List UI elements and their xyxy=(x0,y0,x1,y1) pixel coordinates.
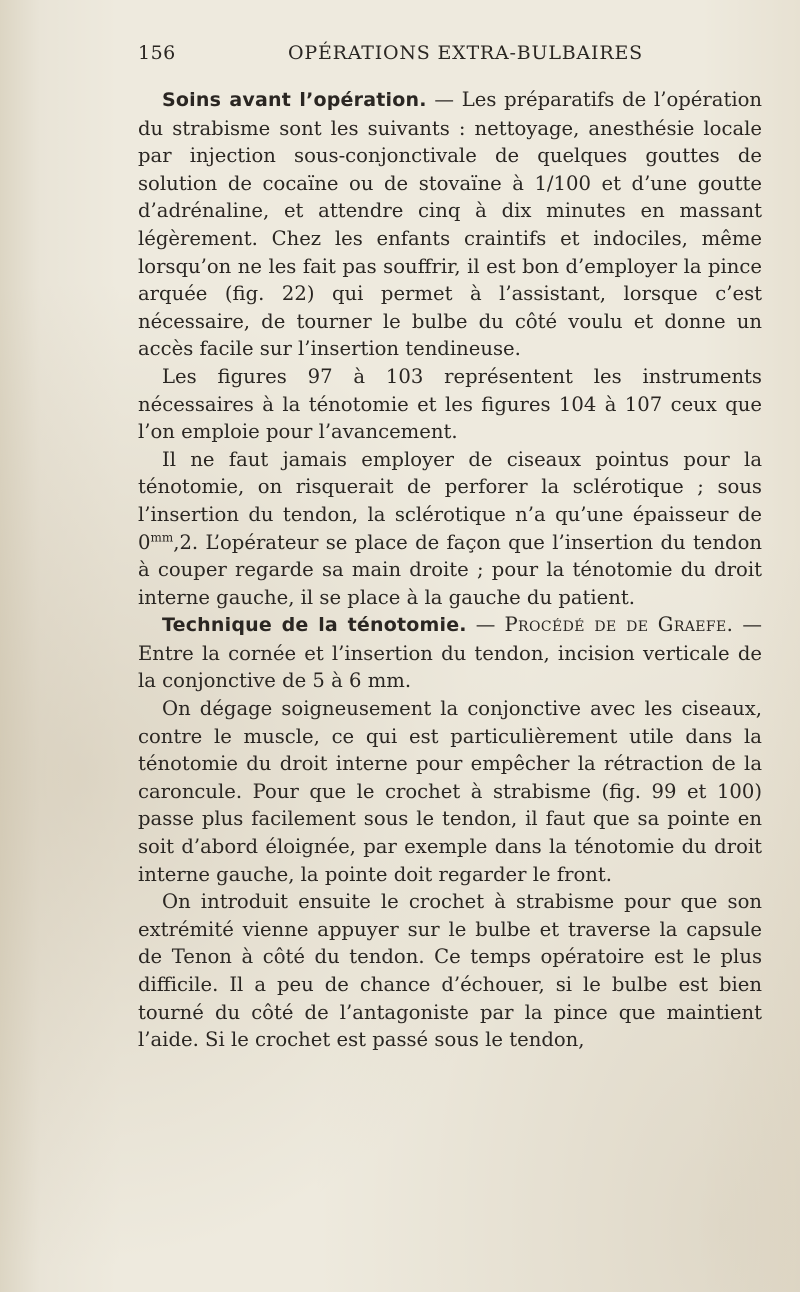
paragraph-ciseaux xyxy=(138,446,762,612)
paragraph-text: Les figures 97 à 103 représentent les instruments nécessaires à la ténotomie et les figures 104 à 107 ceux que l’on emploie pour l’avancement. xyxy=(138,364,762,444)
paragraph-text: — Entre la cornée et l’insertion du tendon, incision verticale de la conjonctive de 5 à 6 mm. xyxy=(138,613,762,693)
page-number: 156 xyxy=(138,42,176,64)
section-heading-technique: Technique de la ténotomie. xyxy=(162,614,467,637)
heading-dash: — xyxy=(466,613,505,637)
paragraph-figures xyxy=(138,363,762,446)
heading-dash: — xyxy=(426,88,462,111)
body-text xyxy=(138,86,762,1054)
running-head xyxy=(138,42,760,70)
procedure-name: Procédé de de Graefe. xyxy=(504,613,734,637)
section-heading-soins: Soins avant l’opération. xyxy=(162,89,427,111)
paragraph-introduit xyxy=(138,888,762,1054)
paragraph-text: On dégage soigneusement la conjonctive avec les ciseaux, contre le muscle, ce qui est particulièrement utile dans la ténotomie du droit interne pour empêcher la rétraction de la caroncule. Pour que le crochet à strabisme (fig. 99 et 100) passe plus facilement sous le tendon, il faut que sa pointe en soit d’abord éloignée, par exemple dans la ténotomie du droit interne gauche, la pointe doit regarder le front. xyxy=(138,697,762,886)
paragraph-technique xyxy=(138,611,762,695)
paragraph-text: Il ne faut jamais employer de ciseaux pointus pour la ténotomie, on risquerait de perforer la sclérotique ; sous l’insertion du tendon, la sclérotique n’a qu’une épaisseur de 0 xyxy=(138,447,762,554)
paragraph-soins xyxy=(138,86,762,363)
paragraph-text: Les préparatifs de l’opération du strabisme sont les suivants : nettoyage, anesthésie locale par injection sous-conjonctivale de quelques gouttes de solution de cocaïne ou de stovaïne à 1/100 et d’une goutte d’adrénaline, et attendre cinq à dix minutes en massant légèrement. Chez les enfants craintifs et indociles, même lorsqu’on ne les fait pas souffrir, il est bon d’employer la pince arquée (fig. 22) qui permet à l’assistant, lorsque c’est nécessaire, de tourner le bulbe du côté voulu et donne un accès facile sur l’insertion tendineuse. xyxy=(138,88,762,361)
paragraph-text: On introduit ensuite le crochet à strabisme pour que son extrémité vienne appuyer sur le bulbe et traverse la capsule de Tenon à côté du tendon. Ce temps opératoire est le plus difficile. Il a peu de chance d’échouer, si le bulbe est bien tourné du côté de l’antagoniste par la pince que maintient l’aide. Si le crochet est passé sous le tendon, xyxy=(138,890,762,1052)
running-title: OPÉRATIONS EXTRA-BULBAIRES xyxy=(288,42,643,64)
paragraph-text: ,2. L’opérateur se place de façon que l’insertion du tendon à couper regarde sa main droite ; pour la ténotomie du droit interne gauche, il se place à la gauche du patient. xyxy=(138,530,762,609)
paragraph-degage xyxy=(138,695,762,888)
unit-superscript: mm xyxy=(150,529,174,544)
